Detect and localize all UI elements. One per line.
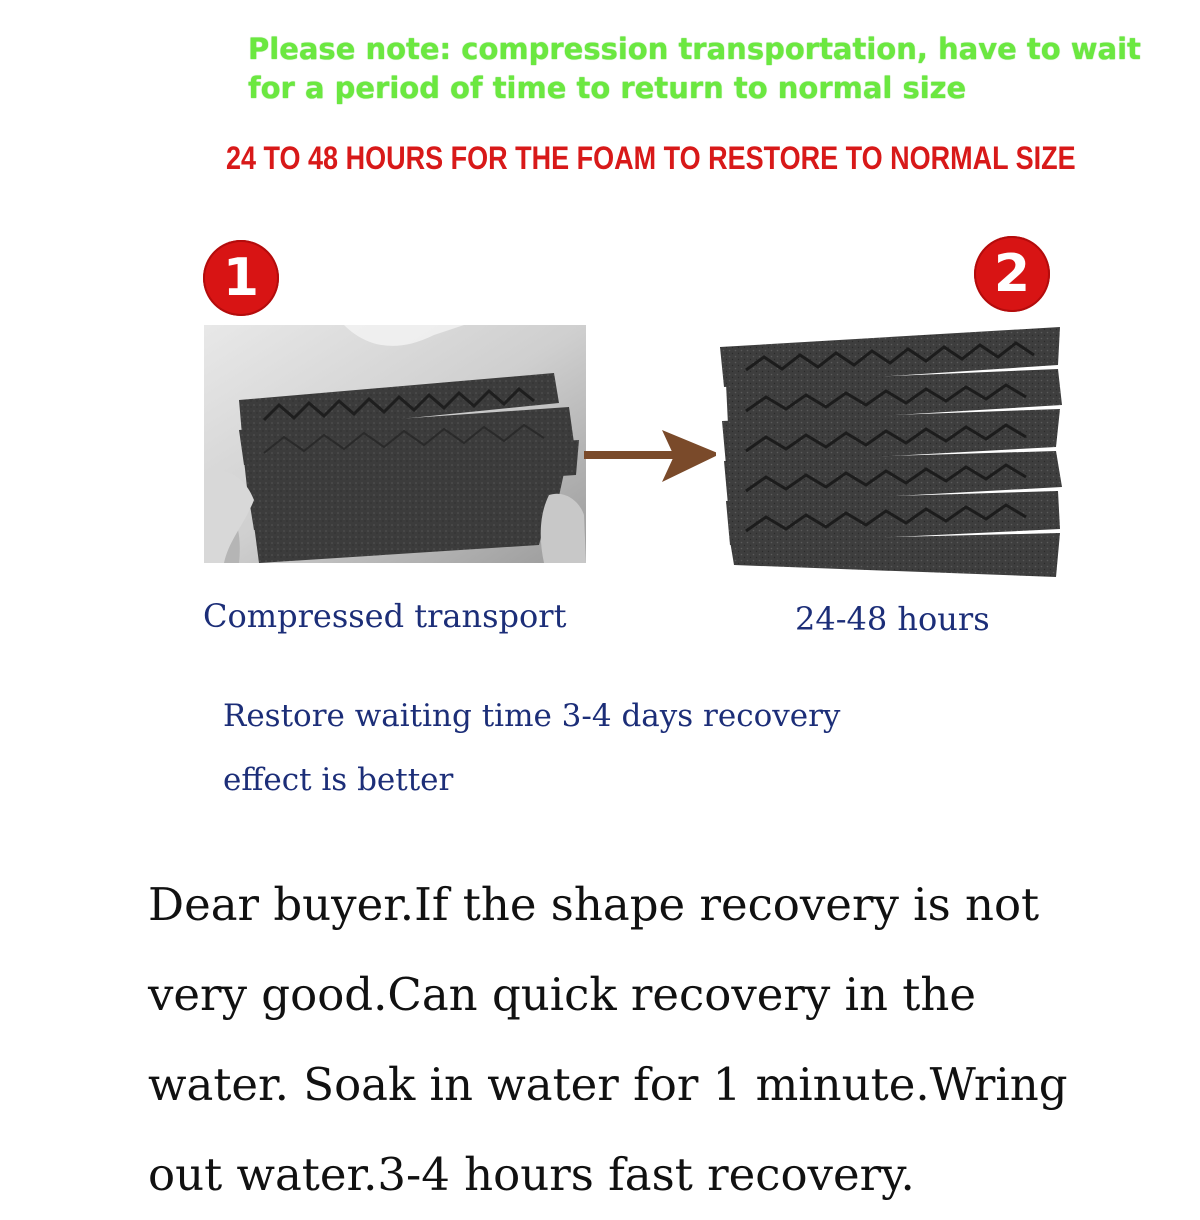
restore-line-2: effect is better [223,762,454,798]
buyer-line-3: water. Soak in water for 1 minute.Wring [148,1058,1068,1111]
buyer-line-2: very good.Can quick recovery in the [148,968,976,1021]
restore-time-note [223,684,983,812]
step-1-badge: 1 [203,240,279,316]
transition-arrow-icon [582,420,722,490]
restore-line-1: Restore waiting time 3-4 days recovery [223,698,841,734]
step-1-caption: Compressed transport [203,597,567,635]
buyer-line-4: out water.3-4 hours fast recovery. [148,1148,915,1201]
compression-note [248,30,1148,108]
note-line-2: for a period of time to return to normal size [248,71,967,105]
restored-foam-photo [716,325,1064,581]
note-line-1: Please note: compression transportation, have to wait [248,32,1141,66]
restore-hours-banner: 24 TO 48 HOURS FOR THE FOAM TO RESTORE TO NORMAL SIZE [226,140,1076,176]
step-2-badge: 2 [974,236,1050,312]
compressed-foam-photo [204,325,586,563]
step-2-caption: 24-48 hours [795,600,990,638]
buyer-line-1: Dear buyer.If the shape recovery is not [148,878,1040,931]
buyer-message [148,860,1148,1220]
